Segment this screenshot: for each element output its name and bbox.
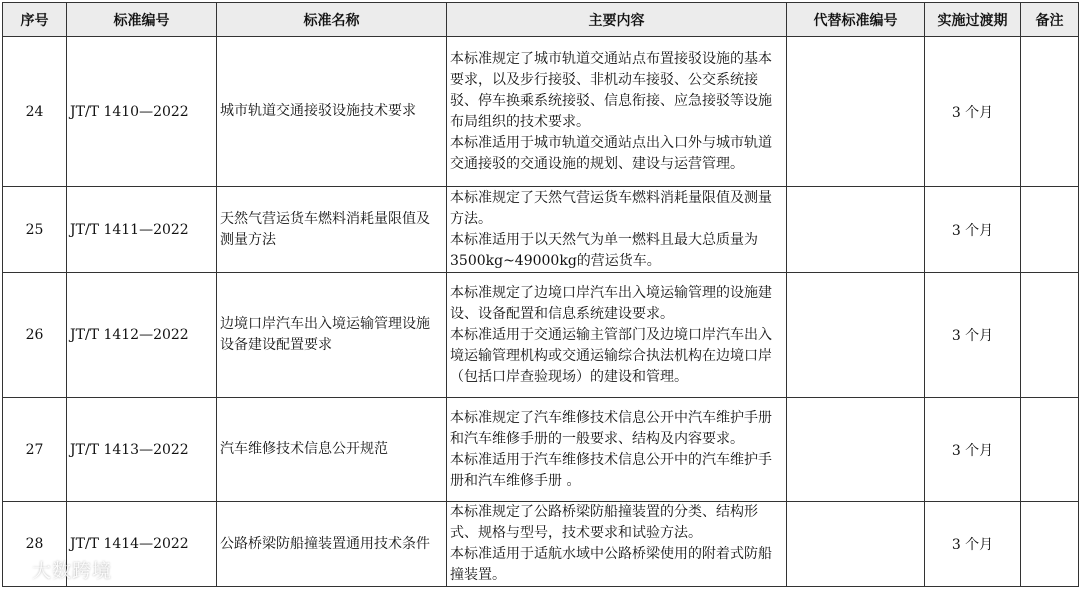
row-content [447,37,787,187]
row-replace [787,502,925,587]
content-line: 本标准规定了天然气营运货车燃料消耗量限值及测量方法。 [450,189,772,227]
watermark-text: 大数跨境 [32,560,113,582]
row-replace [787,273,925,398]
row-name: 汽车维修技术信息公开规范 [217,398,447,502]
row-code: JT/T 1410—2022 [67,37,217,187]
table-row [3,502,1079,587]
header-code: 标准编号 [67,3,217,37]
row-name: 边境口岸汽车出入境运输管理设施设备建设配置要求 [217,273,447,398]
row-name: 天然气营运货车燃料消耗量限值及测量方法 [217,187,447,273]
content-line: 本标准规定了城市轨道交通站点布置接驳设施的基本要求，以及步行接驳、非机动车接驳、公交系统接驳、停车换乘系统接驳、信息衔接、应急接驳等设施布局组织的技术要求。 [450,50,772,130]
row-seq: 28 [3,502,67,587]
standards-table [2,2,1079,587]
row-seq: 26 [3,273,67,398]
row-content [447,398,787,502]
row-remark [1021,187,1079,273]
watermark [4,556,112,583]
content-line: 本标准适用于交通运输主管部门及边境口岸汽车出入境运输管理机构或交通运输综合执法机构在边境口岸（包括口岸查验现场）的建设和管理。 [450,326,772,385]
row-seq: 24 [3,37,67,187]
header-name: 标准名称 [217,3,447,37]
row-period: 3 个月 [925,398,1021,502]
header-period: 实施过渡期 [925,3,1021,37]
content-line: 本标准适用于适航水域中公路桥梁使用的附着式防船撞装置。 [450,546,772,583]
row-code: JT/T 1412—2022 [67,273,217,398]
row-period: 3 个月 [925,273,1021,398]
row-period: 3 个月 [925,502,1021,587]
row-period: 3 个月 [925,187,1021,273]
row-period: 3 个月 [925,37,1021,187]
content-line: 本标准规定了汽车维修技术信息公开中汽车维护手册和汽车维修手册的一般要求、结构及内容要求。 [450,409,772,447]
content-line: 本标准适用于以天然气为单一燃料且最大总质量为3500kg~49000kg的营运货车。 [450,231,758,269]
row-name: 公路桥梁防船撞装置通用技术条件 [217,502,447,587]
row-code: JT/T 1413—2022 [67,398,217,502]
row-code: JT/T 1414—2022 [67,502,217,587]
row-remark [1021,502,1079,587]
row-remark [1021,273,1079,398]
row-remark [1021,398,1079,502]
content-line: 本标准规定了边境口岸汽车出入境运输管理的设施建设、设备配置和信息系统建设要求。 [450,284,772,322]
table-row [3,37,1079,187]
header-seq: 序号 [3,3,67,37]
header-content: 主要内容 [447,3,787,37]
watermark-logo-icon [4,559,26,581]
table-row [3,187,1079,273]
row-seq: 27 [3,398,67,502]
row-content [447,273,787,398]
row-replace [787,37,925,187]
header-remark: 备注 [1021,3,1079,37]
row-content [447,187,787,273]
table-row [3,273,1079,398]
row-replace [787,398,925,502]
row-name: 城市轨道交通接驳设施技术要求 [217,37,447,187]
table-row [3,398,1079,502]
row-replace [787,187,925,273]
content-line: 本标准适用于城市轨道交通站点出入口外与城市轨道交通接驳的交通设施的规划、建设与运营管理。 [450,134,772,172]
row-content [447,502,787,587]
header-row [3,3,1079,37]
content-line: 本标准规定了公路桥梁防船撞装置的分类、结构形式、规格与型号，技术要求和试验方法。 [450,504,758,541]
header-replace: 代替标准编号 [787,3,925,37]
row-remark [1021,37,1079,187]
row-code: JT/T 1411—2022 [67,187,217,273]
row-seq: 25 [3,187,67,273]
content-line: 本标准适用于汽车维修技术信息公开中的汽车维护手册和汽车维修手册 。 [450,451,772,489]
